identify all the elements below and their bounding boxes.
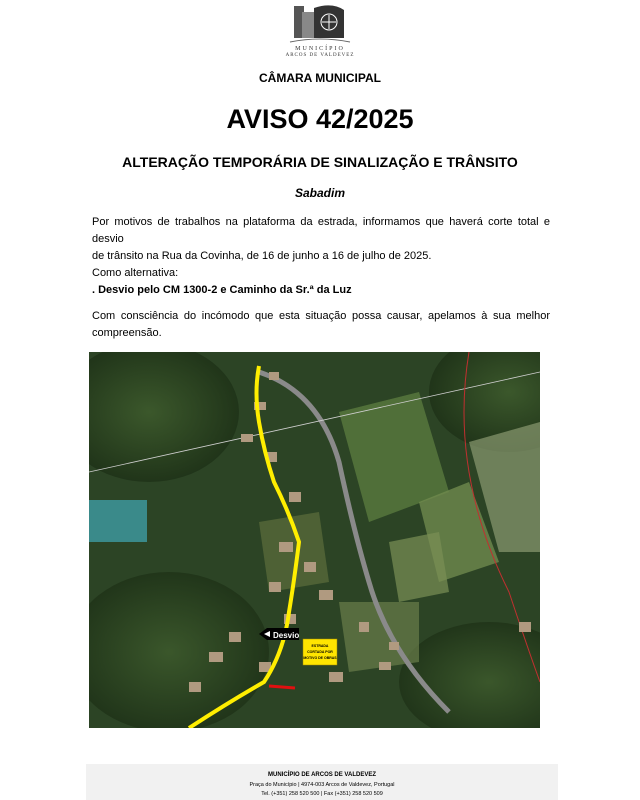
sign-line-1: ESTRADA [311,644,329,648]
logo-caption-line2: ARCOS DE VALDEVEZ [285,53,355,58]
notice-location: Sabadim [294,186,345,200]
logo-tower-mid [302,12,314,38]
organization-name: CÂMARA MUNICIPAL [259,71,381,85]
footer-contacts: Tel. (+351) 258 520 500 | Fax (+351) 258 520 509 [261,791,383,797]
footer [86,764,558,800]
closing-paragraph: Com consciência do incómodo que esta situação possa causar, apelamos à sua melhor compreensão. [92,310,550,339]
footer-name: MUNICÍPIO DE ARCOS DE VALDEVEZ [267,772,376,778]
closure-marker [269,686,295,688]
map-field [389,532,449,602]
body-line-1: Por motivos de trabalhos na plataforma da estrada, informamos que haverá corte total e desvio [92,216,550,245]
sign-line-3: MOTIVO DE OBRAS [303,656,337,660]
notice-title: AVISO 42/2025 [226,104,414,134]
desvio-sign [259,628,299,640]
notice-subtitle: ALTERAÇÃO TEMPORÁRIA DE SINALIZAÇÃO E TRÂNSITO [122,154,518,170]
road-closed-sign [303,639,337,665]
alternative-heading: Como alternativa: [92,267,179,279]
sign-line-2: CORTADA POR [307,650,333,654]
detour-map [89,352,540,728]
map-pool [89,500,147,542]
alternative-item: . Desvio pelo CM 1300-2 e Caminho da Sr.ª da Luz [92,284,352,296]
body-line-2: de trânsito na Rua da Covinha, de 16 de junho a 16 de julho de 2025. [92,250,432,262]
desvio-label: Desvio [273,631,300,640]
footer-address: Praça do Município | 4974-003 Arcos de Valdevez, Portugal [249,782,395,788]
notice-body [92,214,550,299]
logo-caption-line1: MUNICÍPIO [295,46,345,52]
